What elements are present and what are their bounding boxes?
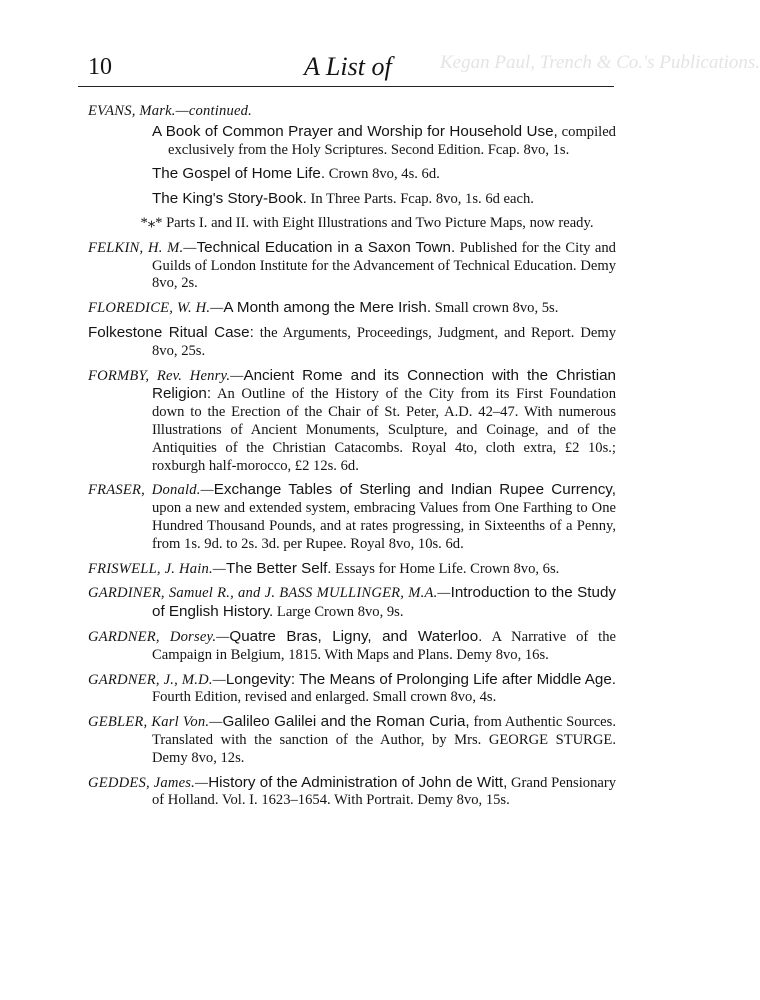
entry-author: GARDINER, Samuel R., and J. BASS MULLINGER, M.A.— bbox=[88, 585, 451, 602]
entry-title: Introduction to the Study of English History. bbox=[152, 584, 617, 621]
page-header bbox=[78, 52, 614, 87]
entry-author: FORMBY, Rev. Henry.— bbox=[88, 367, 244, 384]
catalogue-list bbox=[88, 103, 616, 816]
catalogue-entry bbox=[88, 239, 616, 293]
catalogue-entry bbox=[88, 671, 616, 708]
entry-details: An Outline of the History of the City from its First Foundation down to the Erection of the Chair of St. Peter, A.D. 42–47. With numerous Illustrations of Ancient Monuments, Sculpture, and Coinage, and of the Antiquities of the Christian Catacombs. Royal 4to, cloth extra, £2 10s.; roxburgh half-morocco, £2 12s. 6d. bbox=[152, 386, 616, 474]
catalogue-entry bbox=[88, 367, 616, 476]
entry-author: EVANS, Mark.—continued. bbox=[88, 103, 253, 119]
entry-title: Longevity: The Means of Prolonging Life after Middle Age. bbox=[225, 670, 616, 688]
entry-title: Folkestone Ritual Case: bbox=[88, 323, 254, 341]
entry-title: A Month among the Mere Irish. bbox=[223, 299, 432, 317]
catalogue-entry bbox=[88, 481, 616, 553]
catalogue-entry bbox=[88, 584, 616, 622]
entry-details: A Narrative of the Campaign in Belgium, 1815. With Maps and Plans. Demy 8vo, 16s. bbox=[152, 628, 616, 663]
running-title: A List of bbox=[304, 52, 392, 81]
catalogue-entry bbox=[88, 299, 616, 318]
catalogue-subentry bbox=[88, 165, 616, 184]
catalogue-entry bbox=[88, 103, 616, 121]
entry-details: Fourth Edition, revised and enlarged. Small crown 8vo, 4s. bbox=[152, 689, 497, 706]
page-number: 10 bbox=[88, 54, 112, 80]
entry-details: from Authentic Sources. Translated with the sanction of the Author, by Mrs. GEORGE STURGE. Demy 8vo, 12s. bbox=[152, 714, 616, 766]
entry-details: Published for the City and Guilds of London Institute for the Advancement of Technical Education. Demy 8vo, 2s. bbox=[152, 239, 616, 292]
entry-details: Crown 8vo, 4s. 6d. bbox=[325, 166, 440, 183]
entry-title: Quatre Bras, Ligny, and Waterloo. bbox=[229, 627, 483, 645]
entry-author: FLOREDICE, W. H.— bbox=[88, 300, 224, 317]
entry-author: GEDDES, James.— bbox=[88, 774, 209, 791]
entry-author: GARDNER, J., M.D.— bbox=[88, 671, 226, 688]
entry-author: FELKIN, H. M.— bbox=[88, 239, 197, 256]
entry-details: Small crown 8vo, 5s. bbox=[431, 300, 559, 317]
entry-details: Essays for Home Life. Crown 8vo, 6s. bbox=[331, 560, 560, 577]
entry-details: In Three Parts. Fcap. 8vo, 1s. 6d each. bbox=[306, 191, 534, 208]
catalogue-entry bbox=[88, 324, 616, 361]
entry-title: A Book of Common Prayer and Worship for Household Use, bbox=[152, 122, 558, 140]
entry-title: The Better Self. bbox=[225, 559, 332, 577]
entry-details: the Arguments, Proceedings, Judgment, and Report. Demy 8vo, 25s. bbox=[152, 324, 617, 359]
catalogue-entry bbox=[88, 560, 616, 579]
catalogue-entry bbox=[88, 713, 616, 767]
entry-title: Exchange Tables of Sterling and Indian Rupee Currency, bbox=[213, 481, 616, 499]
catalogue-entry bbox=[88, 628, 616, 665]
entry-author: FRISWELL, J. Hain.— bbox=[88, 560, 226, 577]
entry-note: *⁎* Parts I. and II. with Eight Illustrations and Two Picture Maps, now ready. bbox=[140, 214, 594, 231]
entry-title: Technical Education in a Saxon Town. bbox=[196, 238, 456, 256]
entry-title: Galileo Galilei and the Roman Curia, bbox=[222, 713, 470, 731]
entry-details: compiled exclusively from the Holy Scriptures. Second Edition. Fcap. 8vo, 1s. bbox=[168, 123, 616, 158]
entry-title: The Gospel of Home Life. bbox=[152, 165, 326, 183]
catalogue-subentry bbox=[88, 123, 616, 160]
entry-title: History of the Administration of John de Witt, bbox=[208, 773, 508, 791]
bleed-through-text: Kegan Paul, Trench & Co.'s Publications. bbox=[440, 52, 760, 73]
entry-author: GARDNER, Dorsey.— bbox=[88, 628, 230, 645]
entry-author: GEBLER, Karl Von.— bbox=[88, 714, 223, 731]
entry-title: The King's Story-Book. bbox=[152, 190, 307, 208]
catalogue-subentry bbox=[88, 190, 616, 209]
catalogue-entry bbox=[88, 774, 616, 811]
entry-details: upon a new and extended system, embracing Values from One Farthing to One Hundred Thousand Pounds, and at rates progressing, in Sixteenths of a Penny, from 1s. 9d. to 2s. 3d. per Rupee. Royal 8vo, 10s. 6d. bbox=[152, 500, 616, 552]
entry-details: Large Crown 8vo, 9s. bbox=[273, 604, 404, 621]
entry-author: FRASER, Donald.— bbox=[88, 482, 214, 499]
entry-title: Ancient Rome and its Connection with the Christian Religion: bbox=[152, 366, 616, 403]
entry-details: Grand Pensionary of Holland. Vol. I. 1623–1654. With Portrait. Demy 8vo, 15s. bbox=[152, 774, 616, 809]
